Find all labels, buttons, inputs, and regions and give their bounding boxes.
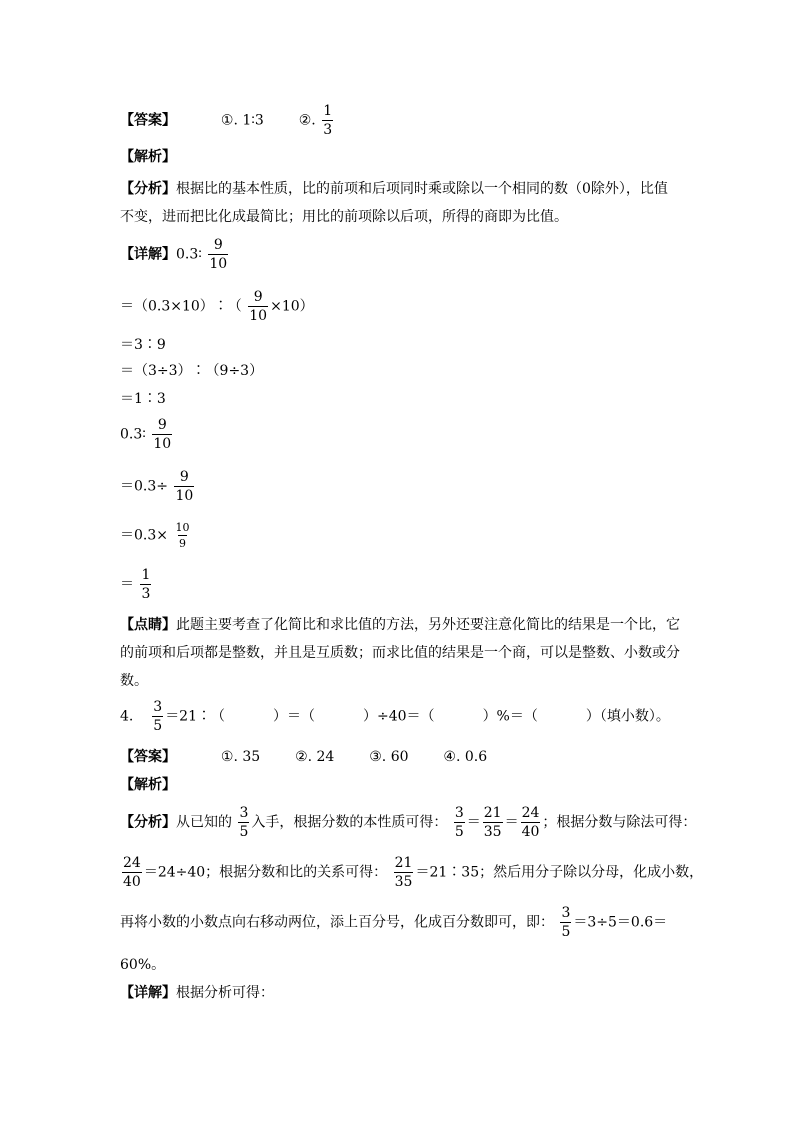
fraction: $\frac{21}{35}$: [394, 855, 413, 890]
question-number: 4.: [120, 708, 134, 725]
q4-fenxi-line-4: 60%。: [120, 957, 166, 973]
fraction: $\frac{1}{3}$: [141, 567, 151, 602]
answer-item-4: ④. 0.6: [443, 749, 488, 765]
dianjing-label: 【点睛】: [120, 617, 176, 633]
answer-label: 【答案】: [120, 749, 176, 765]
fraction: $\frac{24}{40}$: [521, 805, 540, 840]
answer-item-2-fraction: $\frac{1}{3}$: [323, 103, 333, 138]
answer-item-3: ③. 60: [369, 749, 409, 765]
step-2: ＝（0.3×10）∶（ $\frac{9}{10}$ ×10）: [120, 289, 314, 324]
dianjing-line-3: 数。: [120, 673, 148, 689]
analysis-label: 【解析】: [120, 149, 176, 165]
fenxi-label: 【分析】: [120, 814, 176, 831]
step-5: ＝1∶3: [120, 391, 166, 407]
fraction: $\frac{9}{10}$: [249, 289, 268, 324]
fraction: $\frac{3}{5}$: [561, 905, 571, 940]
step-8: ＝0.3× $\frac{10}{9}$: [120, 521, 190, 550]
q4-stem: 4. $\frac{3}{5}$ ＝21∶（ ）＝（ ）÷40＝（ ）%＝（ ）（填小数）。: [120, 699, 670, 734]
step-3: ＝3∶9: [120, 337, 166, 353]
answer-item-1: ①. 1∶3: [220, 112, 264, 129]
q4-xiangjie-line: 【详解】根据分析可得：: [120, 985, 274, 1001]
fenxi-label: 【分析】: [120, 181, 176, 197]
q4-answer-line: [120, 750, 487, 764]
step-4: ＝（3÷3）∶（9÷3）: [120, 363, 264, 379]
step-1: 【详解】0.3∶ $\frac{9}{10}$: [120, 237, 228, 272]
fraction: $\frac{3}{5}$: [153, 699, 163, 734]
answer-item-2: ②.: [298, 112, 316, 129]
step-7: ＝0.3÷ $\frac{9}{10}$: [120, 469, 194, 504]
answer-item-1: ①. 35: [220, 749, 261, 765]
q4-fenxi-line-2: $\frac{24}{40}$ ＝24÷40；根据分数和比的关系可得： $\frac{21}{35}$ ＝21∶35；然后用分子除以分母，化成小数，: [123, 855, 704, 890]
fraction: $\frac{9}{10}$: [175, 469, 194, 504]
step-6: 0.3∶ $\frac{9}{10}$: [120, 417, 172, 452]
xiangjie-label: 【详解】: [120, 985, 176, 1001]
fraction: $\frac{3}{5}$: [454, 805, 464, 840]
fraction: $\frac{24}{40}$: [123, 855, 141, 890]
q4-fenxi-line-1: 【分析】从已知的 $\frac{3}{5}$ 入手，根据分数的本性质可得： $\frac{3}{5}$ ＝ $\frac{21}{35}$ ＝ $\frac{24}{40}$ ；根据分数与除法可得：: [120, 805, 697, 840]
fraction: $\frac{10}{9}$: [175, 521, 190, 550]
q4-fenxi-line-3: 再将小数的小数点向右移动两位，添上百分号，化成百分数即可，即： $\frac{3}{5}$ ＝3÷5＝0.6＝: [120, 905, 668, 940]
fraction: $\frac{9}{10}$: [153, 417, 172, 452]
answer-label: 【答案】: [120, 112, 176, 129]
step-9: ＝ $\frac{1}{3}$: [120, 567, 151, 602]
fraction: $\frac{21}{35}$: [483, 805, 502, 840]
dianjing-line-2: 的前项和后项都是整数，并且是互质数；而求比值的结果是一个商，可以是整数、小数或分: [120, 645, 680, 661]
fraction: $\frac{3}{5}$: [239, 805, 249, 840]
q3-answer-line: [120, 104, 335, 137]
xiangjie-label: 【详解】: [120, 246, 176, 263]
dianjing-line-1: 【点睛】此题主要考查了化简比和求比值的方法，另外还要注意化简比的结果是一个比，它: [120, 617, 680, 633]
fenxi-line-1: 【分析】根据比的基本性质，比的前项和后项同时乘或除以一个相同的数（0除外），比值: [120, 181, 668, 197]
fraction: $\frac{9}{10}$: [209, 237, 228, 272]
analysis-label: 【解析】: [120, 777, 176, 793]
fenxi-line-2: 不变，进而把比化成最简比；用比的前项除以后项，所得的商即为比值。: [120, 209, 568, 225]
answer-item-2: ②. 24: [295, 749, 335, 765]
